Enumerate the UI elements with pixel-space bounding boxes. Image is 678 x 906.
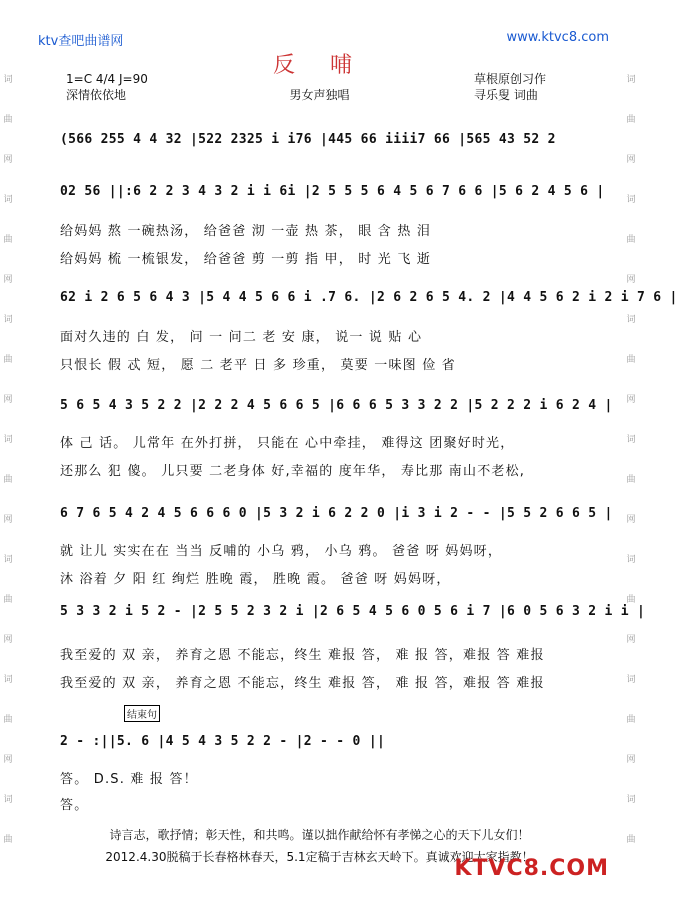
side-watermark-char: 词 [626,555,636,565]
side-watermark-char: 词 [626,675,636,685]
lyric-system-6-verse-1: 我至爱的 双 亲， 养育之恩 不能忘，终生 难报 答， 难 报 答，难报 答 难报 [60,648,545,663]
site-logo: KTVC8.COM [454,856,609,881]
side-watermark-char: 网 [3,755,13,765]
side-watermark-char: 网 [3,275,13,285]
lyric-system-2-verse-2: 给妈妈 梳 一梳银发， 给爸爸 剪 一剪 指 甲， 时 光 飞 逝 [60,252,432,267]
lyric-system-6-verse-2: 我至爱的 双 亲， 养育之恩 不能忘，终生 难报 答， 难 报 答，难报 答 难报 [60,676,545,691]
lyric-system-2-verse-1: 给妈妈 熬 一碗热汤， 给爸爸 沏 一壶 热 茶， 眼 含 热 泪 [60,224,432,239]
lyric-system-7-verse-1: 答。 D.S. 难 报 答！ [60,772,198,787]
page-title: 反 哺 [273,53,366,78]
side-watermark-char: 曲 [626,475,636,485]
side-watermark-char: 词 [3,315,13,325]
side-watermark-char: 曲 [626,235,636,245]
side-watermark-char: 词 [626,435,636,445]
staff-system-1: (566 255 4 4 32 |522 2325 i i76 |445 66 iiii7 66 |565 43 52 2 [60,132,556,147]
composer-line-2: 寻乐叟 词曲 [474,88,538,102]
side-watermark-char: 网 [626,275,636,285]
side-watermark-char: 网 [626,515,636,525]
site-name-left: ktv查吧曲谱网 [38,34,124,49]
side-watermark-char: 曲 [3,355,13,365]
side-watermark-char: 词 [3,675,13,685]
side-watermark-char: 网 [626,395,636,405]
side-watermark-char: 曲 [3,235,13,245]
key-tempo: 1=C 4/4 J=90 [66,72,148,86]
side-watermark-char: 词 [626,75,636,85]
staff-system-4: 5 6 5 4 3 5 2 2 |2 2 2 4 5 6 6 5 |6 6 6 5 3 3 2 2 |5 2 2 2 i 6 2 4 | [60,398,613,413]
side-watermark-char: 曲 [3,115,13,125]
side-watermark-char: 词 [626,315,636,325]
composer-line-1: 草根原创习作 [474,72,547,86]
side-watermark-char: 曲 [626,355,636,365]
lyric-system-4-verse-2: 还那么 犯 傻。 儿只要 二老身体 好,幸福的 度年华， 寿比那 南山不老松, [60,464,526,479]
side-watermark-char: 网 [626,635,636,645]
side-watermark-char: 词 [626,795,636,805]
site-url-right[interactable]: www.ktvc8.com [506,30,609,45]
lyric-system-5-verse-2: 沐 浴着 夕 阳 红 绚烂 胜晚 霞， 胜晚 霞。 爸爸 呀 妈妈呀， [60,572,451,587]
side-watermark-char: 曲 [626,835,636,845]
performance-type: 男女声独唱 [289,88,350,102]
side-watermark-char: 曲 [3,715,13,725]
staff-system-3: 62 i 2 6 5 6 4 3 |5 4 4 5 6 6 i .7 6. |2 6 2 6 5 4. 2 |4 4 5 6 2 i 2 i 7 6 | [60,290,678,305]
side-watermark-char: 词 [3,195,13,205]
side-watermark-char: 网 [3,515,13,525]
side-watermark-char: 词 [3,555,13,565]
lyric-system-5-verse-1: 就 让儿 实实在在 当当 反哺的 小乌 鸦， 小乌 鸦。 爸爸 呀 妈妈呀， [60,544,503,559]
expression-mark: 深情依依地 [66,88,127,102]
side-watermark-char: 词 [626,195,636,205]
footer-line-2: 2012.4.30脱稿于长春格林春天，5.1定稿于吉林玄天岭下。真诚欢迎大家指教！ [105,850,534,864]
staff-system-5: 6 7 6 5 4 2 4 5 6 6 6 0 |5 3 2 i 6 2 2 0 |i 3 i 2 - - |5 5 2 6 6 5 | [60,506,613,521]
side-watermark-left [2,60,14,860]
lyric-system-3-verse-2: 只恨长 假 忒 短， 愿 二 老平 日 多 珍重， 莫要 一味图 俭 省 [60,358,456,373]
lyric-system-3-verse-1: 面对久违的 白 发， 问 一 问二 老 安 康， 说一 说 贴 心 [60,330,423,345]
side-watermark-char: 网 [626,155,636,165]
side-watermark-char: 网 [3,395,13,405]
side-watermark-char: 曲 [3,835,13,845]
side-watermark-char: 网 [3,635,13,645]
rehearsal-box: 结束句 [124,705,160,722]
side-watermark-char: 曲 [626,115,636,125]
staff-system-2: 02 56 ||:6 2 2 3 4 3 2 i i 6i |2 5 5 5 6 4 5 6 7 6 6 |5 6 2 4 5 6 | [60,184,605,199]
staff-system-7: 2 - :||5. 6 |4 5 4 3 5 2 2 - |2 - - 0 || [60,734,386,749]
lyric-system-7-verse-2: 答。 [60,798,89,813]
side-watermark-char: 词 [3,795,13,805]
side-watermark-char: 词 [3,435,13,445]
footer-line-1: 诗言志，歌抒情；彰天性，和共鸣。谨以拙作献给怀有孝悌之心的天下儿女们！ [109,828,530,842]
lyric-system-4-verse-1: 体 己 话。 儿常年 在外打拼， 只能在 心中牵挂， 难得这 团聚好时光， [60,436,515,451]
side-watermark-char: 网 [3,155,13,165]
side-watermark-char: 词 [3,75,13,85]
side-watermark-char: 曲 [626,595,636,605]
side-watermark-right [625,60,637,860]
staff-system-6: 5 3 3 2 i 5 2 - |2 5 5 2 3 2 i |2 6 5 4 5 6 0 5 6 i 7 |6 0 5 6 3 2 i i | [60,604,646,619]
side-watermark-char: 曲 [626,715,636,725]
side-watermark-char: 曲 [3,475,13,485]
side-watermark-char: 网 [626,755,636,765]
side-watermark-char: 曲 [3,595,13,605]
